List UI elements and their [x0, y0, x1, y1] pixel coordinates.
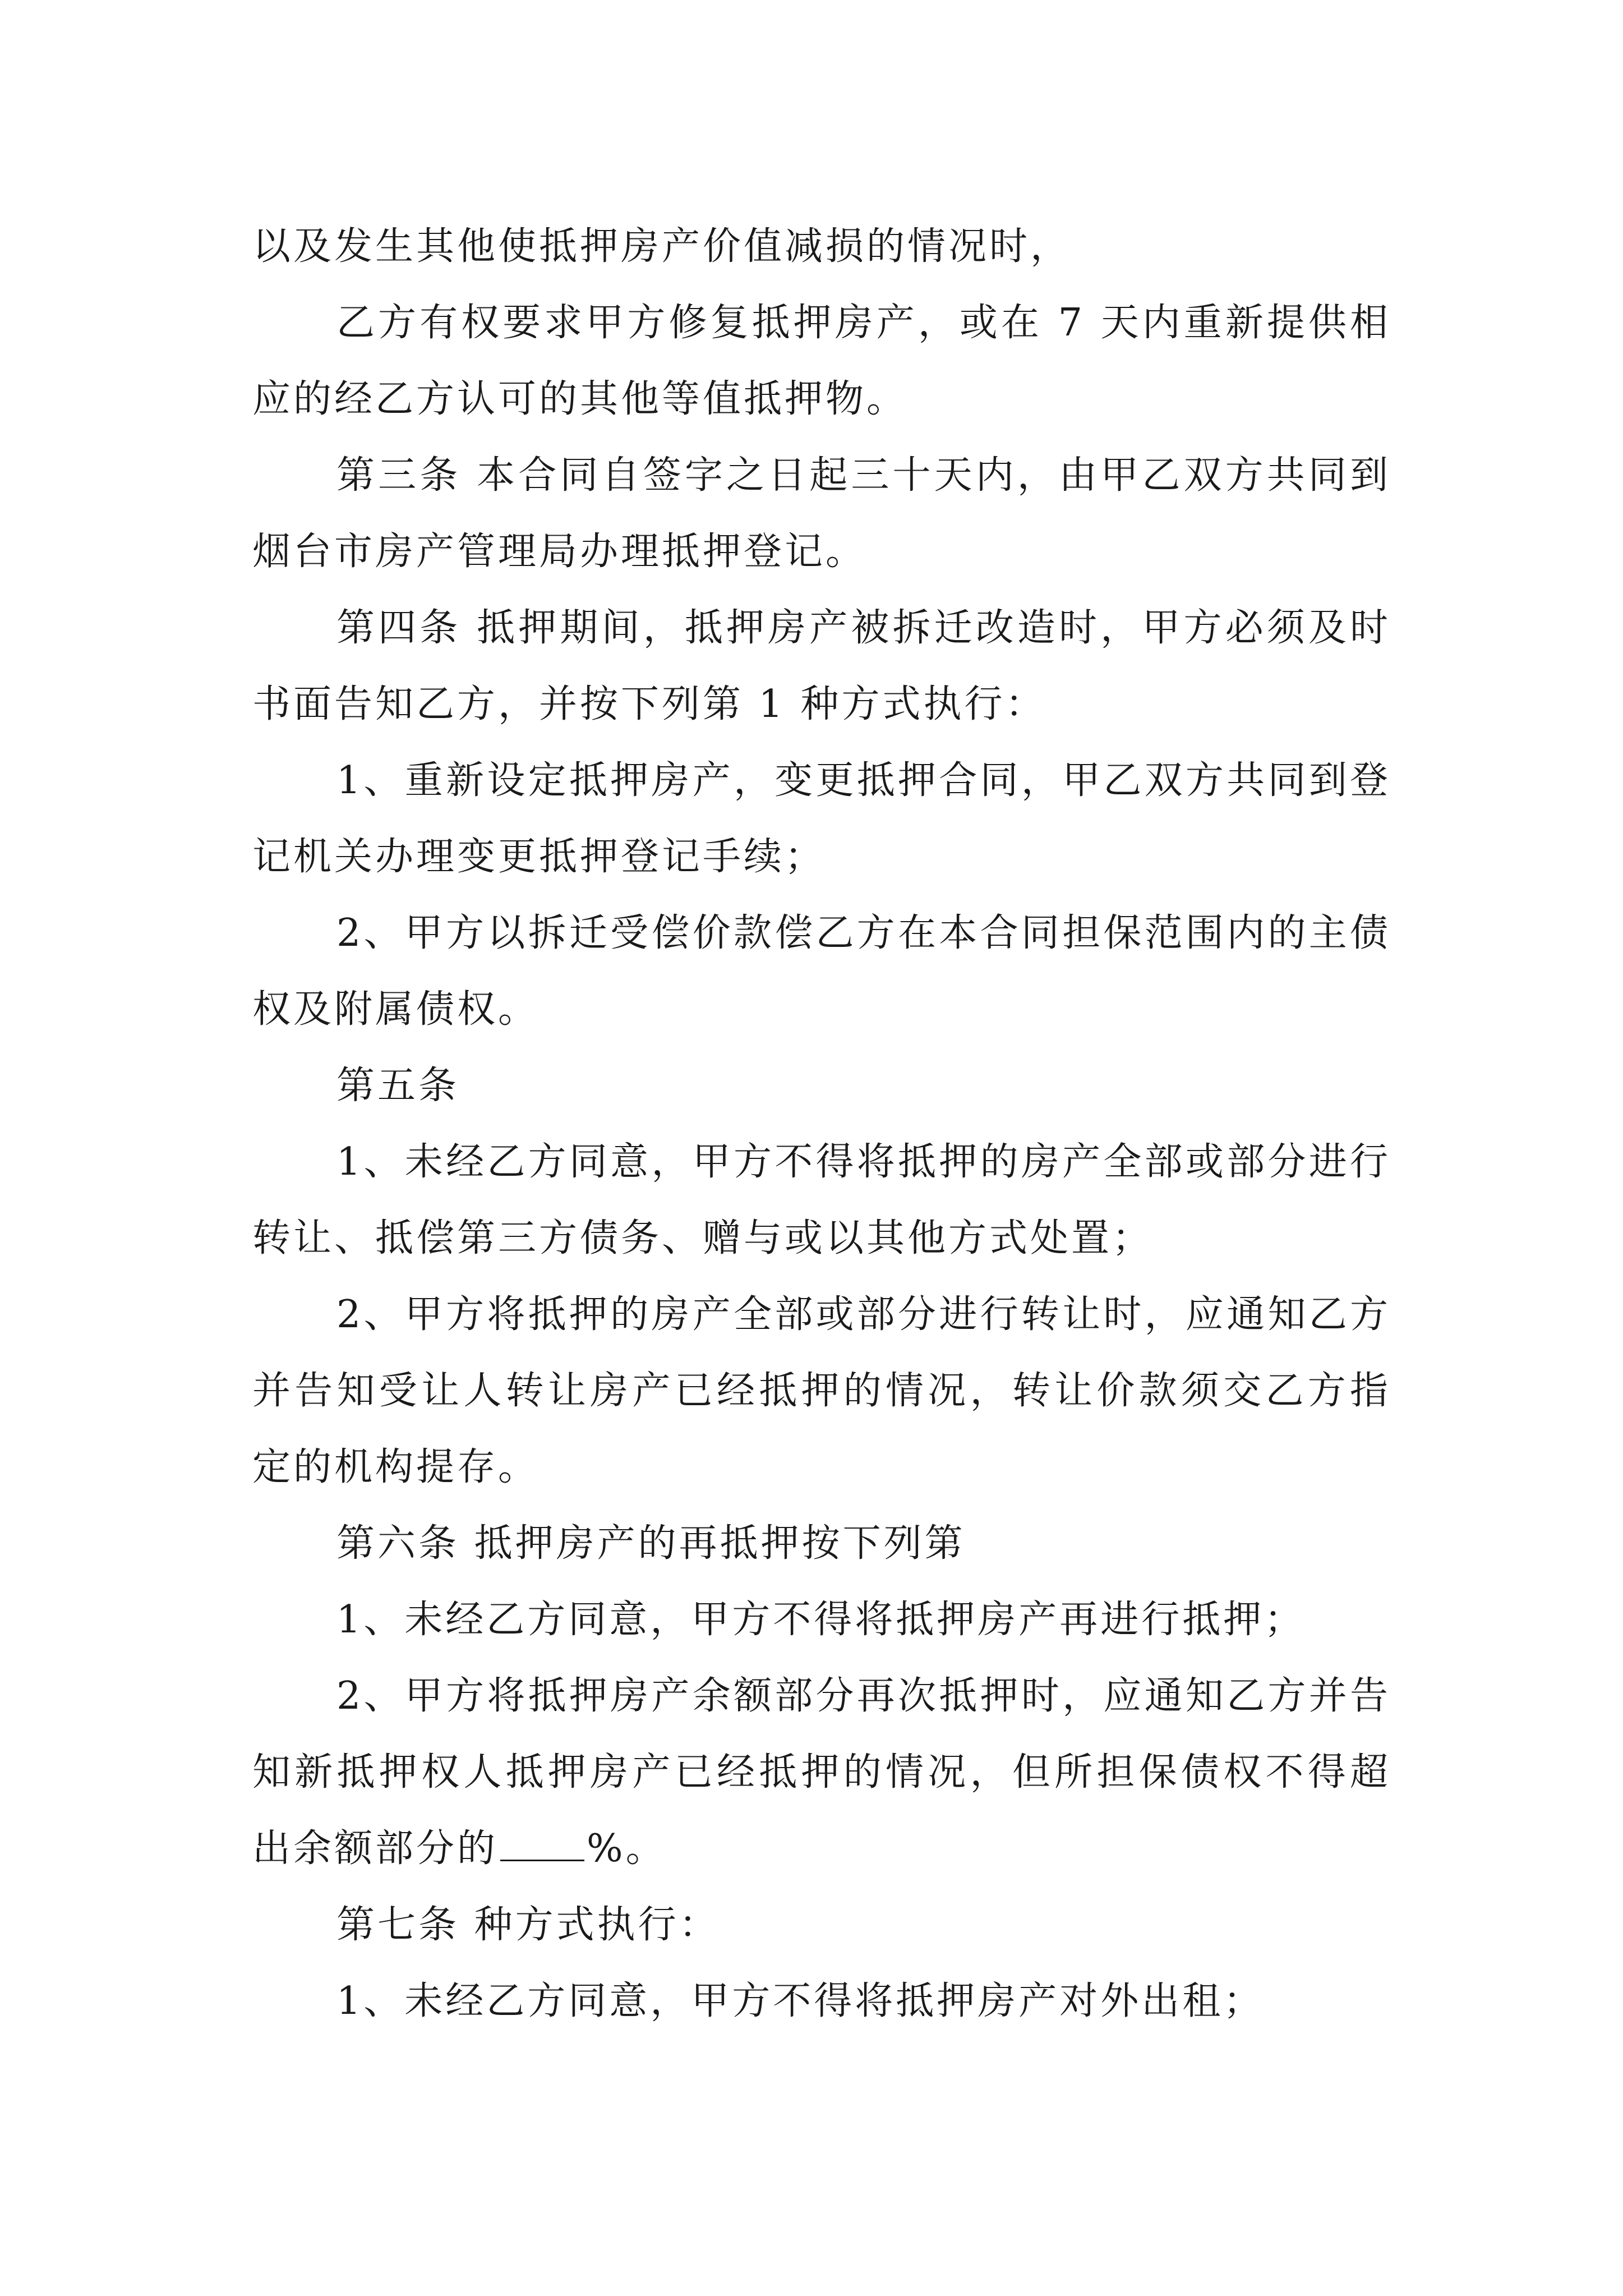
- article-5: 第五条: [336, 1064, 460, 1108]
- article-6: 第六条 抵押房产的再抵押按下列第: [336, 1521, 966, 1566]
- article-5-item-2: 2、甲方将抵押的房产全部或部分进行转让时，应通知乙方并告知受让人转让房产已经抵押的情况，转让价款须交乙方指定的机构提存。: [252, 1292, 1391, 1489]
- article-5-item-1: 1、未经乙方同意，甲方不得将抵押的房产全部或部分进行转让、抵偿第三方债务、赠与或以其他方式处置；: [252, 1140, 1391, 1260]
- article-7: 第七条 种方式执行：: [336, 1903, 720, 1947]
- percent-suffix: %。: [587, 1826, 667, 1871]
- paragraph-1: 以及发生其他使抵押房产价值减损的情况时，: [252, 224, 1072, 269]
- article-7-item-1: 1、未经乙方同意，甲方不得将抵押房产对外出租；: [336, 1979, 1265, 2023]
- fill-in-blank: [500, 1829, 584, 1861]
- article-6-item-1: 1、未经乙方同意，甲方不得将抵押房产再进行抵押；: [336, 1598, 1306, 1642]
- article-6-item-2: [252, 1658, 1391, 1887]
- article-6-item-2-text: 2、甲方将抵押房产余额部分再次抵押时，应通知乙方并告知新抵押权人抵押房产已经抵押的情况，但所担保债权不得超出余额部分的: [252, 1674, 1391, 1871]
- article-4-item-2: 2、甲方以拆迁受偿价款偿乙方在本合同担保范围内的主债权及附属债权。: [252, 911, 1391, 1032]
- article-4: 第四条 抵押期间，抵押房产被拆迁改造时，甲方必须及时书面告知乙方，并按下列第 1 种方式执行：: [252, 606, 1391, 726]
- article-3: 第三条 本合同自签字之日起三十天内，由甲乙双方共同到烟台市房产管理局办理抵押登记。: [252, 453, 1391, 574]
- document-body: [252, 209, 1391, 2040]
- article-4-item-1: 1、重新设定抵押房产，变更抵押合同，甲乙双方共同到登记机关办理变更抵押登记手续；: [252, 758, 1391, 879]
- paragraph-2: 乙方有权要求甲方修复抵押房产，或在 7 天内重新提供相应的经乙方认可的其他等值抵押物。: [252, 301, 1391, 421]
